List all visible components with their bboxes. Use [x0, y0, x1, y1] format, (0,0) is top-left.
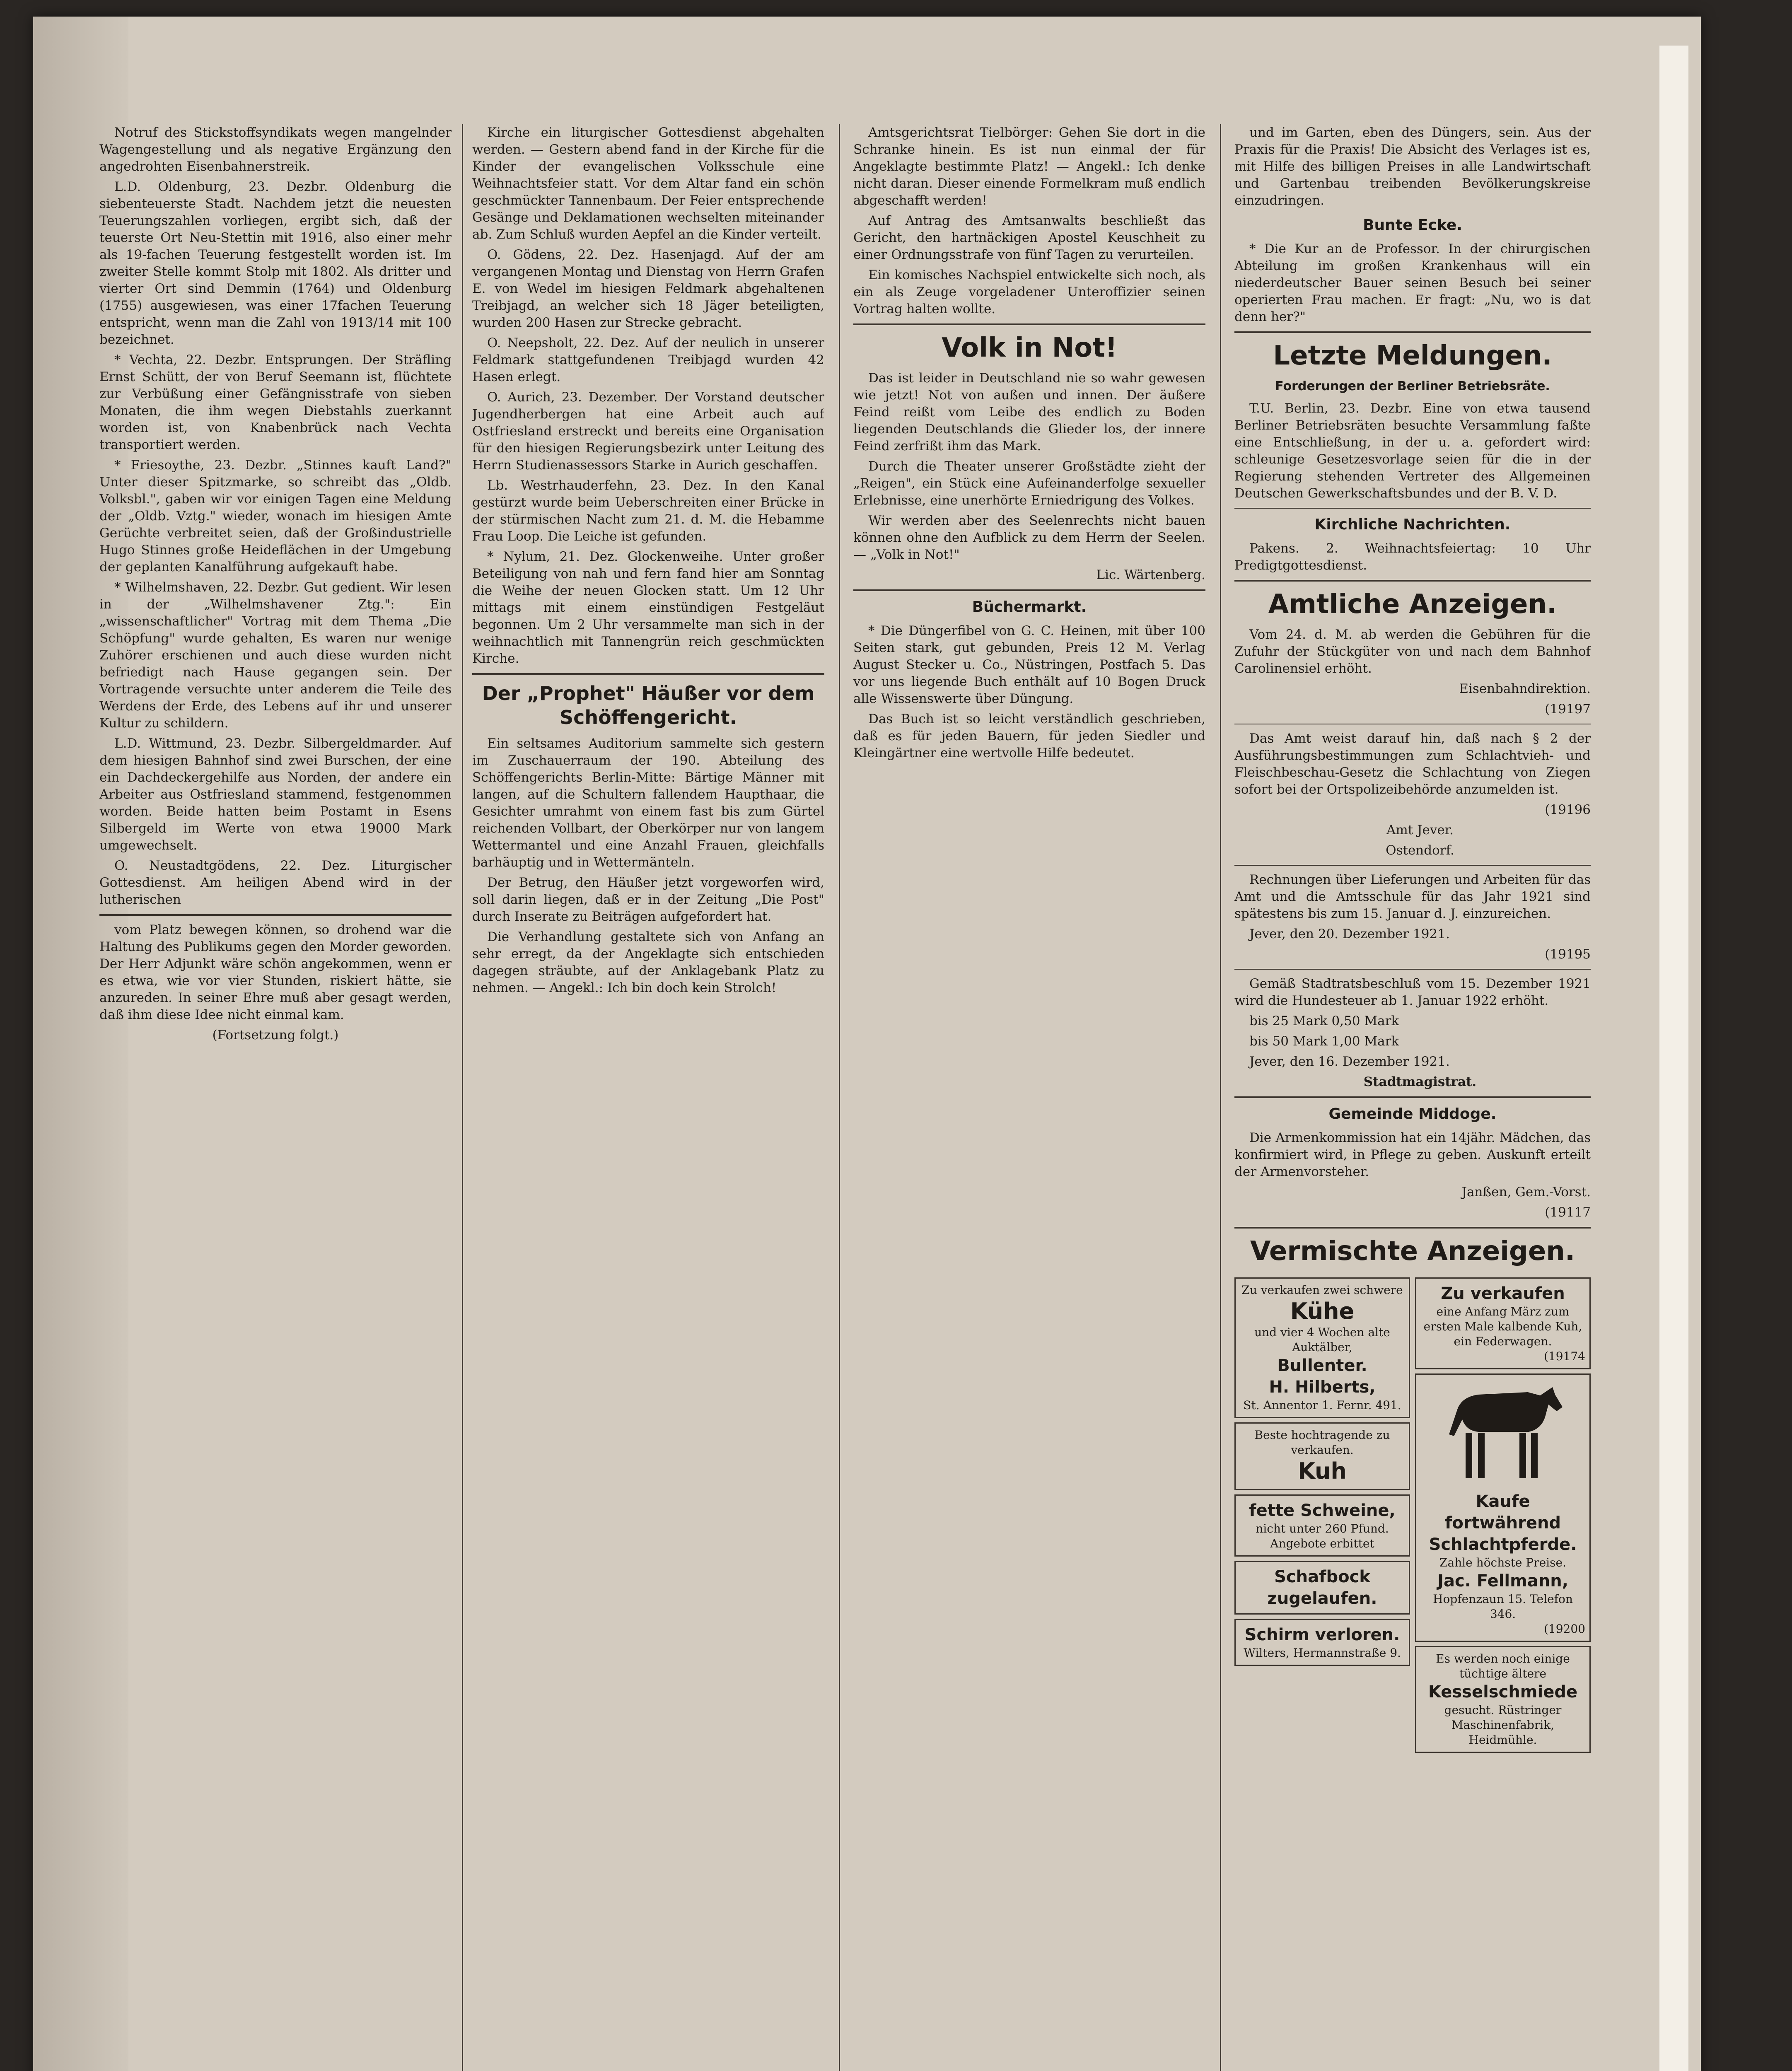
- section-divider: [1234, 508, 1591, 509]
- article: Das ist leider in Deutschland nie so wahr gewesen wie jetzt! Not von außen und innen. Der äußere Feind reißt vom Leibe des endlich zu Boden liegenden Deutschlands die Glieder los, der innere Feind zerfrißt ihm das Mark.: [853, 371, 1205, 454]
- ad-title: fette Schweine,: [1249, 1501, 1396, 1520]
- section-heading: Vermischte Anzeigen.: [1250, 1236, 1575, 1267]
- ad-title: Bullenter.: [1277, 1356, 1367, 1375]
- article: Durch die Theater unserer Großstädte zieht der „Reigen", ein Stück eine Aufeinanderfolge sexueller Erlebnisse, eine unerhörte Erniedrigung des Volkes.: [853, 459, 1205, 508]
- notice-number: (19195: [1545, 947, 1591, 962]
- article: T.U. Berlin, 23. Dezbr. Eine von etwa tausend Berliner Betriebsräten besuchte Versammlung faßte eine Entschließung, in der u. a. gefordert wird: schleunige Gesetzesvorlage seien für die in der Regierung stehenden Vertreter des Allgemeinen Deutschen Gewerkschaftsbundes und der B. V. D.: [1234, 401, 1591, 501]
- article: Notruf des Stickstoffsyndikats wegen mangelnder Wagengestellung und als negative Ergänzung den angedrohten Eisenbahnerstreik.: [99, 125, 452, 174]
- column-rule: [1220, 124, 1221, 2071]
- ad-text: Zahle höchste Preise.: [1439, 1556, 1566, 1569]
- column-1: [99, 124, 452, 2071]
- section-divider: [1234, 1096, 1591, 1098]
- ad-text: Wilters, Hermannstraße 9.: [1244, 1646, 1401, 1660]
- article: Ein seltsames Auditorium sammelte sich gestern im Zuschauerraum der 190. Abteilung des Schöffengerichts Berlin-Mitte: Bärtige Männer mit langen, auf die Schultern fallendem Haupthaar, die Gesichter umrahmt von einem fast bis zum Gürtel reichenden Vollbart, der Oberkörper nur von langem Wettermantel und eine Anzahl Frauen, gleichfalls barhäuptig und in Wettermänteln.: [472, 736, 824, 870]
- notice: Die Armenkommission hat ein 14jähr. Mädchen, das konfirmiert wird, in Pflege zu geben. Auskunft erteilt der Armenvorsteher.: [1234, 1130, 1591, 1179]
- ad-title: Zu verkaufen: [1441, 1284, 1565, 1303]
- article: L.D. Oldenburg, 23. Dezbr. Oldenburg die siebenteuerste Stadt. Nachdem jetzt die neuesten Teuerungszahlen vorliegen, ergibt sich, daß der teuerste Ort Neu-Stettin mit 1916, also einer mehr als 19-fachen Teuerung festgestellt worden ist. Im zweiter Stelle kommt Stolp mit 1802. Als dritter und vierter Ort sind Demmin (1764) und Oldenburg (1755) ausgewiesen, was einer 17fachen Teuerung entspricht, wenn man die Zahl von 1913/14 mit 100 bezeichnet.: [99, 179, 452, 347]
- notice: Vom 24. d. M. ab werden die Gebühren für die Zufuhr der Stückgüter von und nach dem Bahnhof Carolinensiel erhöht.: [1234, 627, 1591, 676]
- section-divider: [853, 589, 1205, 591]
- section-divider: [472, 673, 824, 675]
- ad-title: Kesselschmiede: [1428, 1682, 1578, 1702]
- notice-date: Jever, den 20. Dezember 1921.: [1249, 927, 1450, 941]
- article: * Nylum, 21. Dez. Glockenweihe. Unter großer Beteiligung von nah und fern fand hier am Sonntag die Weihe der neuen Glocken statt. Um 12 Uhr mittags mit einem einstündigen Festgeläut begonnen. Um 2 Uhr versammelte man sich in der weihnachtlich mit Tannengrün reich geschmückten Kirche.: [472, 549, 824, 666]
- ad-text: und vier 4 Wochen alte Auktälber,: [1254, 1325, 1390, 1354]
- section-divider: [1234, 969, 1591, 970]
- ad-pigs: [1234, 1494, 1410, 1557]
- ad-for-sale: [1415, 1277, 1591, 1369]
- ad-text: Hopfenzaun 15. Telefon 346.: [1433, 1592, 1573, 1621]
- section-divider: [1234, 1227, 1591, 1229]
- article: * Die Kur an de Professor. In der chirurgischen Abteilung im großen Krankenhaus will ein niederdeutscher Bauer seinen Besuch bei seiner operierten Frau machen. Er fragt: „Nu, wo is dat denn her?": [1234, 241, 1591, 324]
- article: O. Neustadtgödens, 22. Dez. Liturgischer Gottesdienst. Am heiligen Abend wird in der lutherischen: [99, 858, 452, 907]
- article: Amtsgerichtsrat Tielbörger: Gehen Sie dort in die Schranke hinein. Es ist nun einmal der für Angeklagte bestimmte Platz! — Angekl.: Ich denke nicht daran. Dieser einende Formelkram muß endlich abgeschafft werden!: [853, 125, 1205, 208]
- ad-text: eine Anfang März zum ersten Male kalbende Kuh, ein Federwagen.: [1423, 1305, 1582, 1348]
- ad-title: Schirm verloren.: [1244, 1625, 1400, 1644]
- article: O. Neepsholt, 22. Dez. Auf der neulich in unserer Feldmark stattgefundenen Treibjagd wurden 42 Hasen erlegt.: [472, 336, 824, 384]
- ad-umbrella: [1234, 1619, 1410, 1666]
- article: L.D. Wittmund, 23. Dezbr. Silbergeldmarder. Auf dem hiesigen Bahnhof sind zwei Burschen, der eine ein Dachdeckergehilfe aus Norden, der andere ein Arbeiter aus Ostfriesland stammend, festgenommen worden. Beide hatten beim Postamt in Esens Silbergeld im Werte von etwa 19000 Mark umgewechselt.: [99, 736, 452, 853]
- ad-title: Kuh: [1298, 1458, 1347, 1484]
- ad-title: Kühe: [1290, 1298, 1355, 1324]
- notice-signature: Stadtmagistrat.: [1363, 1074, 1477, 1089]
- section-heading: Letzte Meldungen.: [1273, 340, 1552, 371]
- section-heading: Büchermarkt.: [972, 599, 1087, 616]
- section-divider: [99, 914, 452, 916]
- column-rule: [839, 124, 840, 2071]
- classified-ads: [1234, 1273, 1591, 1757]
- notice-number: (19196: [1545, 802, 1591, 817]
- ad-text: gesucht. Rüstringer Maschinenfabrik, Heidmühle.: [1444, 1703, 1562, 1747]
- ad-cow: [1234, 1422, 1410, 1490]
- notice-signature: Amt Jever.: [1386, 823, 1454, 838]
- notice-line: bis 25 Mark 0,50 Mark: [1249, 1014, 1399, 1028]
- notice-signature: Janßen, Gem.-Vorst.: [1461, 1185, 1591, 1200]
- column-3: [853, 124, 1205, 2071]
- notice-number: (19117: [1545, 1205, 1591, 1220]
- ad-title: Schafbock zugelaufen.: [1267, 1567, 1377, 1608]
- article-signature: Lic. Wärtenberg.: [1096, 567, 1205, 582]
- column-rule: [462, 124, 463, 2071]
- article: O. Gödens, 22. Dez. Hasenjagd. Auf der am vergangenen Montag und Dienstag von Herrn Grafen E. von Wedel im hiesigen Feldmark abgehaltenen Treibjagd, an welcher sich 18 Jäger beteiligten, wurden 200 Hasen zur Strecke gebracht.: [472, 247, 824, 330]
- notice-date: Jever, den 16. Dezember 1921.: [1249, 1054, 1450, 1069]
- ad-title: H. Hilberts,: [1269, 1378, 1376, 1397]
- ad-title: Kaufe fortwährend Schlachtpferde.: [1429, 1492, 1577, 1554]
- section-heading: Gemeinde Middoge.: [1328, 1105, 1497, 1122]
- ad-number: (19174: [1544, 1349, 1585, 1363]
- ad-text: nicht unter 260 Pfund. Angebote erbittet: [1256, 1522, 1389, 1550]
- section-subheading: Forderungen der Berliner Betriebsräte.: [1275, 379, 1550, 393]
- section-divider: [1234, 580, 1591, 582]
- article-headline: Der „Prophet" Häußer vor dem Schöffengericht.: [482, 682, 815, 729]
- ad-boilermakers: [1415, 1646, 1591, 1753]
- article: Wir werden aber des Seelenrechts nicht bauen können ohne den Aufblick zu dem Herrn der Seelen. — „Volk in Not!": [853, 513, 1205, 562]
- notice: Pakens. 2. Weihnachtsfeiertag: 10 Uhr Predigtgottesdienst.: [1234, 541, 1591, 573]
- article: und im Garten, eben des Düngers, sein. Aus der Praxis für die Praxis! Die Absicht des Verlages ist es, mit Hilfe des billigen Preises in alle Landwirtschaft und Gartenbau treibenden Bevölkerungskreise einzudringen.: [1234, 125, 1591, 208]
- section-heading: Bunte Ecke.: [1363, 217, 1462, 234]
- ad-text: Es werden noch einige tüchtige ältere: [1436, 1652, 1570, 1680]
- notice-signature: Ostendorf.: [1386, 843, 1454, 858]
- ad-text: St. Annentor 1. Fernr. 491.: [1243, 1398, 1401, 1412]
- ad-cows: [1234, 1277, 1410, 1418]
- ad-title: Jac. Fellmann,: [1437, 1571, 1568, 1591]
- horse-icon: [1437, 1383, 1569, 1487]
- column-2: [472, 124, 824, 2071]
- notice-number: (19197: [1545, 702, 1591, 717]
- notice-signature: Eisenbahndirektion.: [1459, 681, 1591, 696]
- article: * Wilhelmshaven, 22. Dezbr. Gut gedient. Wir lesen in der „Wilhelmshavener Ztg.": Ein „wissenschaftlicher" Vortrag mit dem Thema „Die Schöpfung" wurde gehalten, Es waren nur wenige Zuhörer erschienen und auch diese wurden nicht befriedigt nach Hause gegangen sein. Der Vortragende versuchte unter anderem die Teile des Werdens der Erde, des Lebens auf ihr und unserer Kultur zu schildern.: [99, 580, 452, 731]
- article: * Vechta, 22. Dezbr. Entsprungen. Der Sträfling Ernst Schütt, der von Beruf Seemann ist, flüchtete zur Verbüßung einer Gefängnisstrafe von sieben Monaten, die ihm wegen Diebstahls zuerkannt worden ist, von Knabenbrück nach Vechta transportiert werden.: [99, 352, 452, 452]
- ad-text: Beste hochtragende zu verkaufen.: [1254, 1428, 1390, 1457]
- article: Der Betrug, den Häußer jetzt vorgeworfen wird, soll darin liegen, daß er in der Zeitung „Die Post" durch Inserate zu Beiträgen aufgefordert hat.: [472, 875, 824, 924]
- ad-ram: [1234, 1561, 1410, 1615]
- article-headline: Volk in Not!: [942, 333, 1117, 363]
- article: Die Verhandlung gestaltete sich von Anfang an sehr erregt, da der Angeklagte sich entschieden dagegen sträubte, auf der Anklagebank Platz zu nehmen. — Angekl.: Ich bin doch kein Strolch!: [472, 929, 824, 995]
- article: O. Aurich, 23. Dezember. Der Vorstand deutscher Jugendherbergen hat eine Arbeit auch auf Ostfriesland erstreckt und bereits eine Organisation für den hiesigen Regierungsbezirk unter Leitung des Herrn Studienassessors Starke in Aurich geschaffen.: [472, 390, 824, 473]
- notice: Das Amt weist darauf hin, daß nach § 2 der Ausführungsbestimmungen zum Schlachtvieh- und Fleischbeschau-Gesetz die Schlachtung von Ziegen sofort bei der Ortspolizeibehörde anzumelden ist.: [1234, 731, 1591, 797]
- section-divider: [853, 323, 1205, 325]
- section-divider: [1234, 865, 1591, 866]
- ad-number: (19200: [1544, 1622, 1585, 1636]
- binding-tab: [1659, 46, 1688, 2071]
- article: * Friesoythe, 23. Dezbr. „Stinnes kauft Land?" Unter dieser Spitzmarke, so schreibt das „Oldb. Volksbl.", gaben wir vor einigen Tagen eine Meldung der „Oldb. Vztg." wieder, wonach im hiesigen Amte Gerüchte verbreitet seien, daß der Großindustrielle Hugo Stinnes große Heideflächen in der Umgebung der geplanten Kanalführung aufgekauft habe.: [99, 458, 452, 574]
- serial-continued: (Fortsetzung folgt.): [212, 1028, 339, 1043]
- serial-story: vom Platz bewegen können, so drohend war die Haltung des Publikums gegen den Morder geworden. Der Herr Adjunkt wäre schön angekommen, wenn er es etwa, wie vor vier Stunden, riskiert hätte, sie anzureden. In seiner Ehre muß aber gesagt werden, daß ihm diese Idee nicht einmal kam.: [99, 922, 452, 1022]
- article: Das Buch ist so leicht verständlich geschrieben, daß es für jeden Bauern, für jeden Siedler und Kleingärtner eine wertvolle Hilfe bedeutet.: [853, 712, 1205, 760]
- ad-horses: [1415, 1373, 1591, 1642]
- article: Auf Antrag des Amtsanwalts beschließt das Gericht, den hartnäckigen Apostel Keuschheit zu einer Ordnungsstrafe von fünf Tagen zu verurteilen.: [853, 213, 1205, 262]
- section-heading: Amtliche Anzeigen.: [1268, 589, 1557, 620]
- notice-line: bis 50 Mark 1,00 Mark: [1249, 1034, 1399, 1049]
- section-heading: Kirchliche Nachrichten.: [1314, 516, 1511, 533]
- column-4: [1234, 124, 1591, 2071]
- article: Kirche ein liturgischer Gottesdienst abgehalten werden. — Gestern abend fand in der Kirche für die Kinder der evangelischen Volksschule eine Weihnachtsfeier statt. Vor dem Altar fand ein schön geschmückter Tannenbaum. Der Feier entsprechende Gesänge und Deklamationen wechselten miteinander ab. Zum Schluß wurden Aepfel an die Kinder verteilt.: [472, 125, 824, 242]
- notice: Rechnungen über Lieferungen und Arbeiten für das Amt und die Amtsschule für das Jahr 1921 sind spätestens bis zum 15. Januar d. J. einzureichen.: [1234, 872, 1591, 921]
- ad-text: Zu verkaufen zwei schwere: [1241, 1283, 1403, 1297]
- article: Ein komisches Nachspiel entwickelte sich noch, als ein als Zeuge vorgeladener Unteroffizier seinen Vortrag halten wollte.: [853, 268, 1205, 316]
- article: Lb. Westrhauderfehn, 23. Dez. In den Kanal gestürzt wurde beim Ueberschreiten einer Brücke in der stürmischen Nacht zum 21. d. M. die Hebamme Frau Loop. Die Leiche ist gefunden.: [472, 478, 824, 544]
- section-divider: [1234, 331, 1591, 333]
- notice: Gemäß Stadtratsbeschluß vom 15. Dezember 1921 wird die Hundesteuer ab 1. Januar 1922 erhöht.: [1234, 976, 1591, 1008]
- article: * Die Düngerfibel von G. C. Heinen, mit über 100 Seiten stark, gut gebunden, Preis 12 M. Verlag August Stecker u. Co., Nüstringen, Postfach 5. Das vor uns liegende Buch enthält auf 10 Bogen Druck alle Wissenswerte über Düngung.: [853, 623, 1205, 706]
